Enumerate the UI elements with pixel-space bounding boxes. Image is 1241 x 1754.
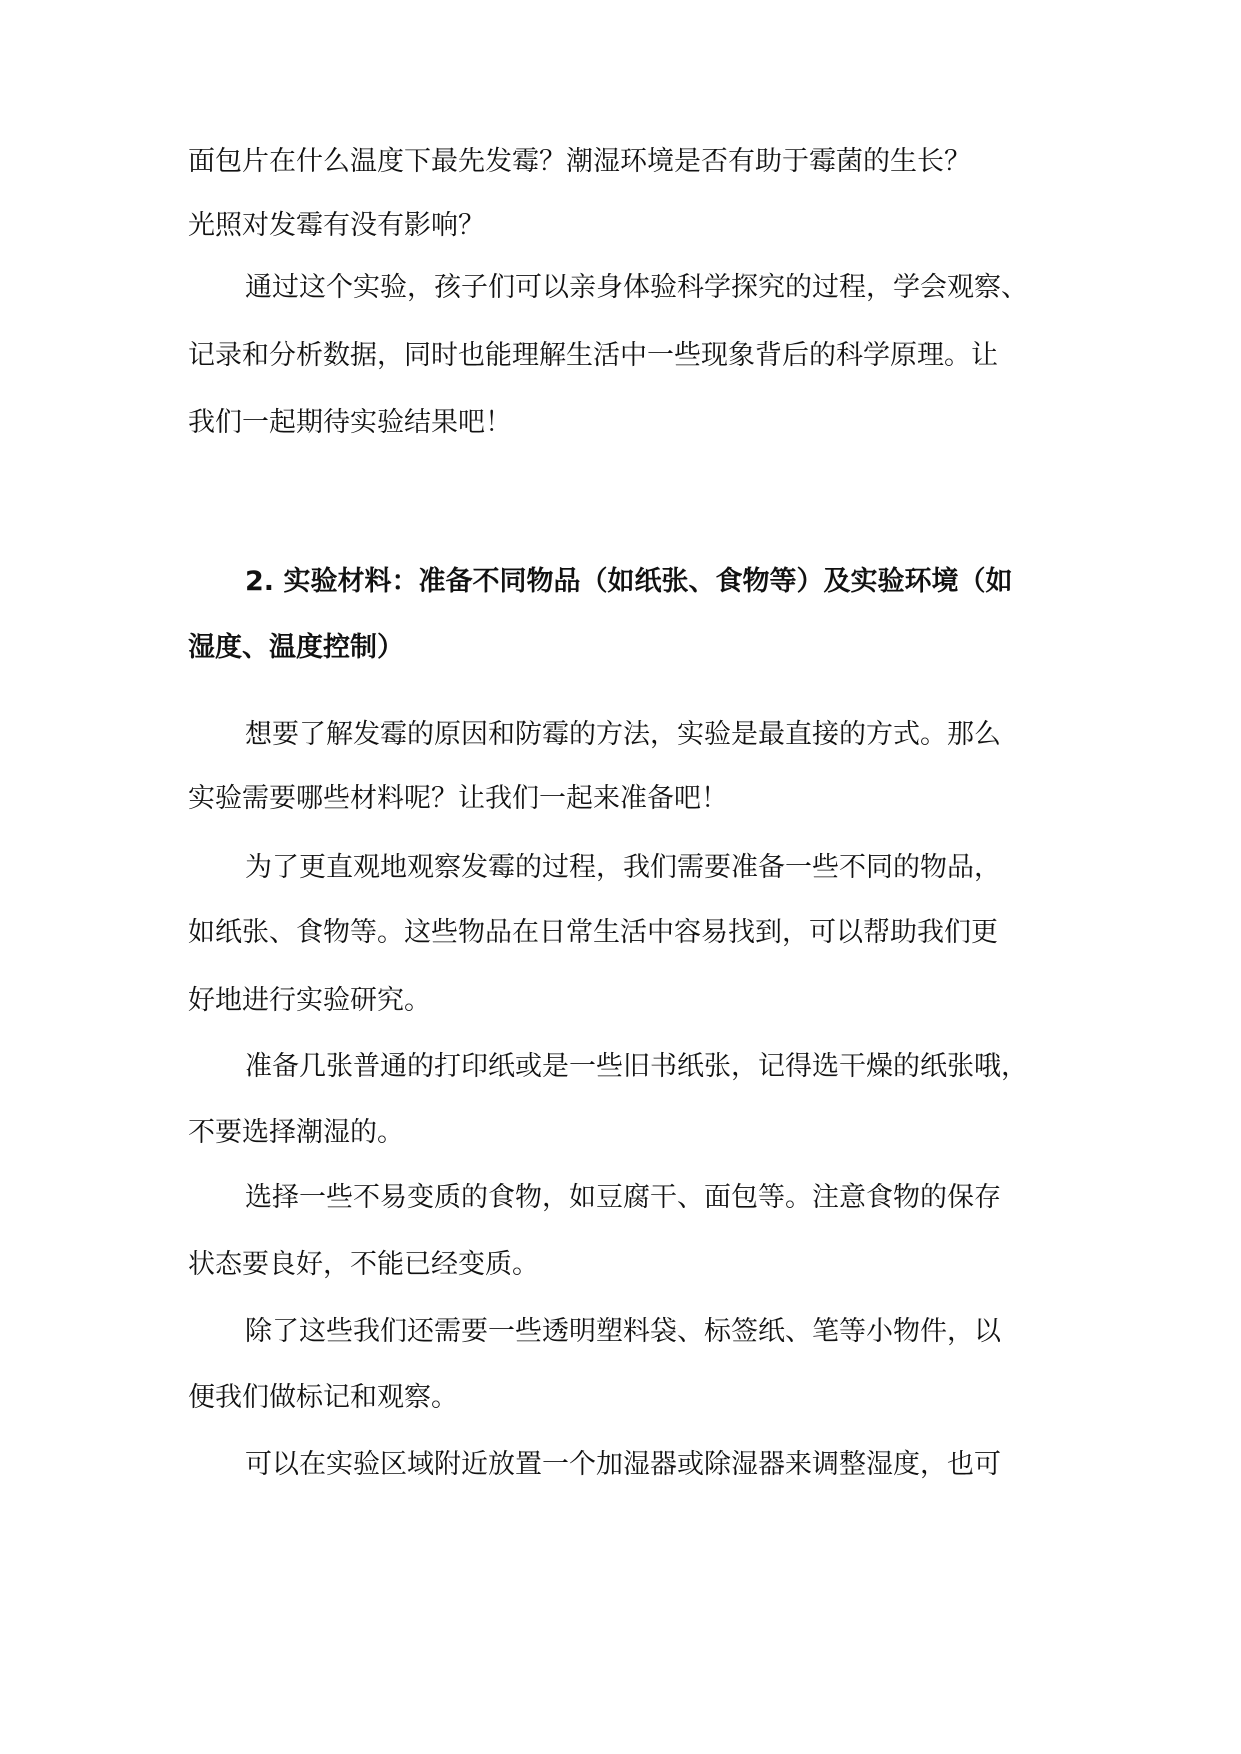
paragraph-text-line: 通过这个实验，孩子们可以亲身体验科学探究的过程，学会观察、 — [245, 272, 1028, 303]
paragraph-text-line: 实验需要哪些材料呢？让我们一起来准备吧！ — [188, 783, 728, 814]
paragraph-text-line: 便我们做标记和观察。 — [188, 1382, 458, 1413]
paragraph-text-line: 好地进行实验研究。 — [188, 985, 431, 1016]
paragraph-text-line: 选择一些不易变质的食物，如豆腐干、面包等。注意食物的保存 — [245, 1182, 1001, 1213]
paragraph-text-line: 如纸张、食物等。这些物品在日常生活中容易找到，可以帮助我们更 — [188, 917, 998, 948]
paragraph-text-line: 状态要良好，不能已经变质。 — [188, 1249, 539, 1280]
paragraph-text-line: 为了更直观地观察发霉的过程，我们需要准备一些不同的物品， — [245, 852, 1001, 883]
paragraph-text-line: 准备几张普通的打印纸或是一些旧书纸张，记得选干燥的纸张哦， — [245, 1051, 1028, 1082]
paragraph-text-line: 可以在实验区域附近放置一个加湿器或除湿器来调整湿度，也可 — [245, 1449, 1001, 1480]
paragraph-text-line: 除了这些我们还需要一些透明塑料袋、标签纸、笔等小物件，以 — [245, 1316, 1001, 1347]
paragraph-text-line: 面包片在什么温度下最先发霉？潮湿环境是否有助于霉菌的生长？ — [188, 146, 971, 177]
paragraph-text-line: 光照对发霉有没有影响？ — [188, 210, 485, 241]
paragraph-text-line: 不要选择潮湿的。 — [188, 1117, 404, 1148]
section-heading: 湿度、温度控制） — [188, 632, 404, 663]
paragraph-text-line: 记录和分析数据，同时也能理解生活中一些现象背后的科学原理。让 — [188, 340, 998, 371]
paragraph-text-line: 想要了解发霉的原因和防霉的方法，实验是最直接的方式。那么 — [245, 719, 1001, 750]
paragraph-text-line: 我们一起期待实验结果吧！ — [188, 407, 512, 438]
section-heading: 2. 实验材料：准备不同物品（如纸张、食物等）及实验环境（如 — [245, 566, 1013, 597]
